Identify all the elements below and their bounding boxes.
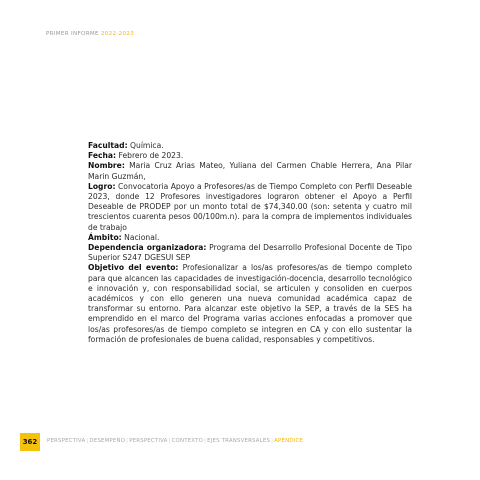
fecha-value: Febrero de 2023. (116, 151, 184, 161)
report-year: 2022-2023 (100, 31, 135, 37)
section-nav (47, 438, 303, 444)
dependencia-value: Programa del Desarrollo Profesional Docente de Tipo Superior S247 DGESUI SEP (88, 243, 412, 263)
report-title: PRIMER INFORME (46, 31, 101, 37)
report-header (46, 31, 134, 37)
nav-apendice[interactable]: APÉNDICE (274, 438, 304, 444)
fecha-label: Fecha: (88, 151, 117, 161)
facultad-value: Química. (127, 141, 164, 150)
nav-separator: | (126, 438, 129, 444)
page-footer (0, 431, 480, 453)
objetivo-label: Objetivo del evento: (88, 263, 179, 273)
nav-perspectiva[interactable]: PERSPECTIVA (47, 438, 86, 444)
fecha-line (88, 151, 412, 161)
nav-desempeno[interactable]: DESEMPEÑO (89, 438, 126, 444)
facultad-line (88, 141, 412, 151)
objetivo-value: Profesionalizar a los/as profesores/as de tiempo completo para que alcancen las capacidades de investigación-docencia, desarrollo tecnológico e innovación y, con responsabilidad social, se articulen y consoliden en cuerpos académicos y con ello generen una nueva comunidad académica capaz de transformar su entorno. Para alcanzar este objetivo la SEP, a través de la SES ha emprendido en el marco del Programa varias acciones enfocadas a promover que los/as profesores/as de tiempo completo se integren en CA y con ello sustentar la formación de profesionales de buena calidad, responsables y competitivos. (88, 263, 413, 344)
nav-separator: | (271, 438, 274, 444)
nombre-value: Maria Cruz Arias Mateo, Yuliana del Carmen Chable Herrera, Ana Pilar Marin Guzmán, (88, 161, 412, 181)
logro-label: Logro: (88, 181, 116, 191)
nav-perspectiva-2[interactable]: PERSPECTIVA (129, 438, 168, 444)
nav-contexto[interactable]: CONTEXTO (171, 438, 204, 444)
logro-value: Convocatoria Apoyo a Profesores/as de Tiempo Completo con Perfil Deseable 2023, donde 12 Profesores investigadores lograron obtener el Apoyo a Perfil Deseable de PRODEP por un monto total de $74,340.00 (son: setenta y cuatro mil trescientos cuarenta pesos 00/100m.n). para la compra de implementos individuales de trabajo (88, 181, 412, 232)
ambito-line (88, 233, 412, 243)
facultad-label: Facultad: (88, 141, 128, 150)
nombre-line (88, 161, 412, 181)
logro-line (88, 182, 412, 233)
ambito-label: Ámbito: (88, 232, 122, 242)
nav-ejes-transversales[interactable]: EJES TRANSVERSALES (207, 438, 271, 444)
nav-separator: | (204, 438, 207, 444)
page-number: 362 (20, 433, 40, 451)
ambito-value: Nacional. (121, 232, 160, 242)
dependencia-line (88, 243, 412, 263)
dependencia-label: Dependencia organizadora: (88, 243, 207, 253)
nombre-label: Nombre: (88, 161, 125, 171)
objetivo-line (88, 263, 412, 345)
nav-separator: | (86, 438, 89, 444)
nav-separator: | (168, 438, 171, 444)
achievement-entry (88, 141, 412, 345)
